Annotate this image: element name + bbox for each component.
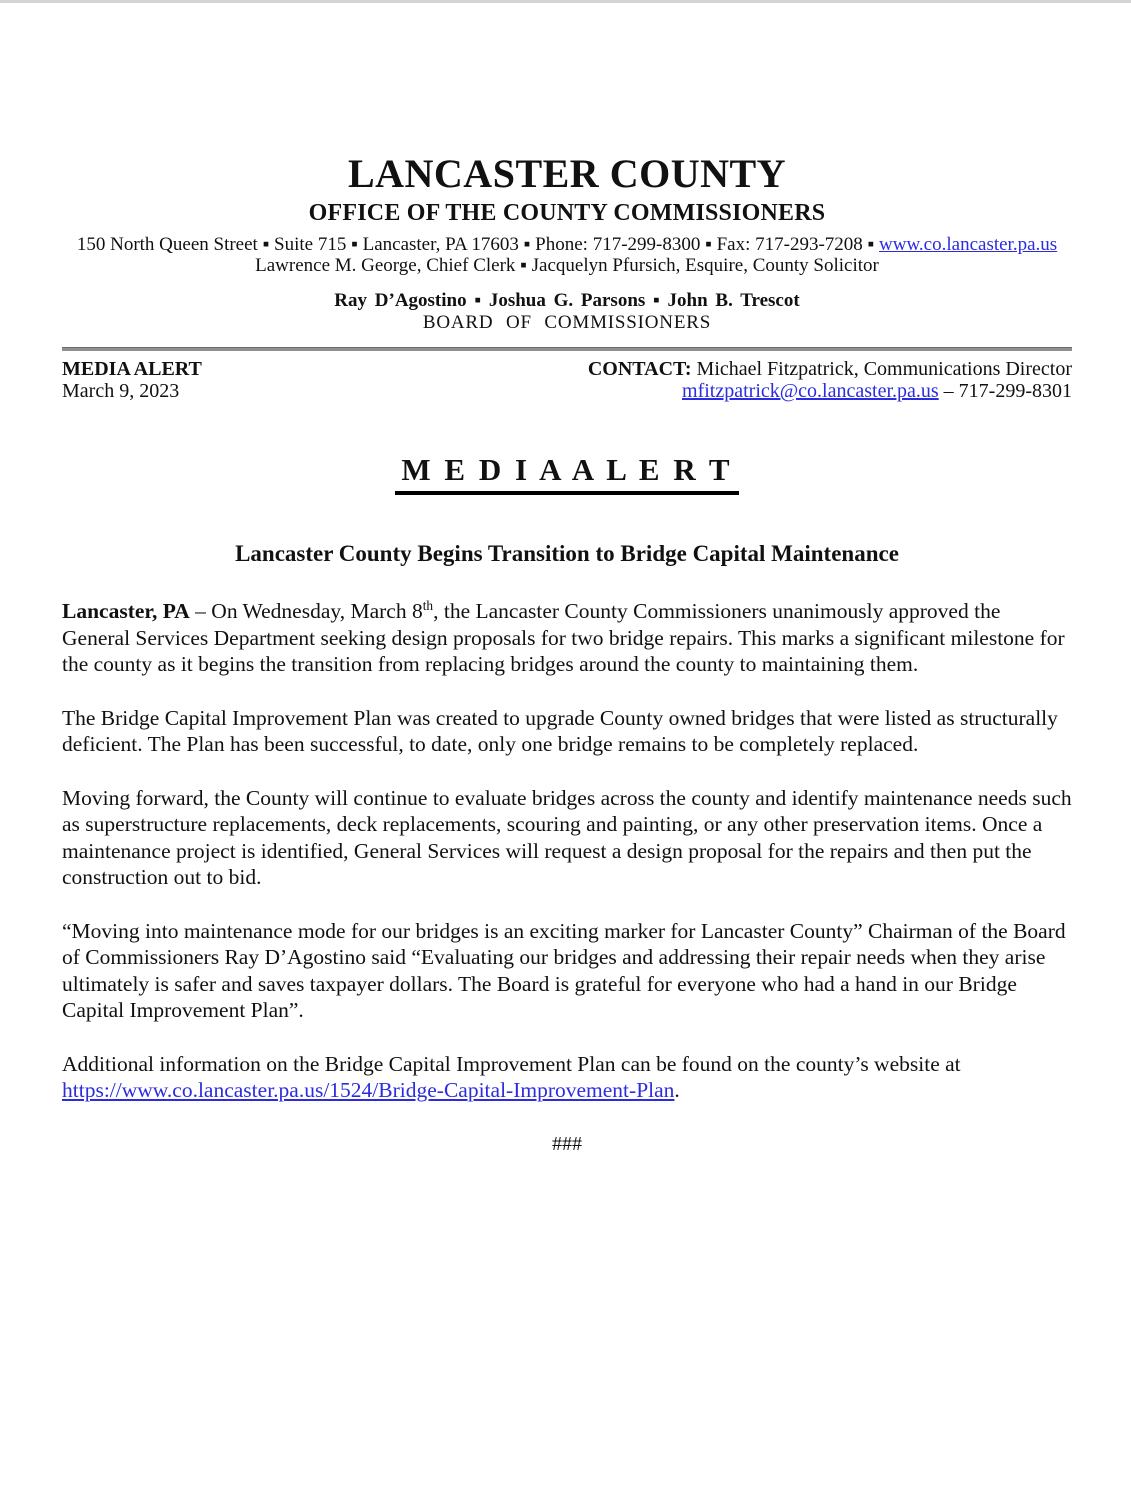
contact-name: Michael Fitzpatrick, Communications Director [691,358,1072,380]
board-line: BOARD OF COMMISSIONERS [422,312,712,333]
paragraph-4: “Moving into maintenance mode for our bridges is an exciting marker for Lancaster County” Chairman of the Board of Commissioners Ray D’Agostino said “Evaluating our bridges and addressing their repair needs when they arise ultimately is safer and saves taxpayer dollars. The Board is grateful for everyone who had a hand in our Bridge Capital Improvement Plan”. [62,918,1066,1022]
meta-row [62,358,1072,402]
paragraph-5-post: . [674,1078,680,1102]
header-divider [62,347,1072,351]
contact-email-link[interactable]: mfitzpatrick@co.lancaster.pa.us [682,380,939,402]
meta-right [588,358,1072,402]
article-title: Lancaster County Begins Transition to Bridge Capital Maintenance [235,541,899,566]
website-link[interactable]: www.co.lancaster.pa.us [879,234,1058,255]
contact-phone: – 717-299-8301 [938,380,1072,402]
document-page [0,3,1131,1157]
dateline: Lancaster, PA [62,599,190,623]
contact-label: CONTACT: [587,358,692,380]
media-alert-label: MEDIA ALERT [62,358,202,380]
clerk-line: Lawrence M. George, Chief Clerk ▪ Jacquelyn Pfursich, Esquire, County Solicitor [255,255,879,276]
ordinal-suffix: th [422,597,434,613]
media-alert-headline: M E D I A A L E R T [395,452,738,495]
address-text: 150 North Queen Street ▪ Suite 715 ▪ Lancaster, PA 17603 ▪ Phone: 717-299-8300 ▪ Fax: 717-293-7208 ▪ [76,234,879,255]
meta-left [62,358,202,402]
paragraph-1 [62,598,1072,678]
body-copy [62,598,1072,1157]
office-line: OFFICE OF THE COUNTY COMMISSIONERS [308,200,826,226]
paragraph-3: Moving forward, the County will continue to evaluate bridges across the county and identify maintenance needs such as superstructure replacements, deck replacements, scouring and painting, or any other preservation items. Once a maintenance project is identified, General Services will request a design proposal for the repairs and then put the construction out to bid. [62,785,1072,889]
contact-line [588,358,1072,380]
address-line [62,234,1072,255]
paragraph-1-pre: – On Wednesday, March 8 [189,599,423,623]
letterhead [62,153,1072,334]
headline-wrap [62,452,1072,495]
paragraph-5 [62,1051,1072,1104]
contact-email-line [588,380,1072,402]
paragraph-1-rest: , the Lancaster County Commissioners unanimously approved the General Services Department seeking design proposals for two bridge repairs. This marks a significant milestone for the county as it begins the transition from replacing bridges around the county to maintaining them. [62,599,1065,676]
end-mark: ### [552,1132,582,1155]
bridge-plan-link[interactable]: https://www.co.lancaster.pa.us/1524/Bridge-Capital-Improvement-Plan [62,1078,675,1102]
paragraph-2: The Bridge Capital Improvement Plan was created to upgrade County owned bridges that were listed as structurally deficient. The Plan has been successful, to date, only one bridge remains to be completely replaced. [62,705,1058,756]
paragraph-5-pre: Additional information on the Bridge Capital Improvement Plan can be found on the county’s website at [62,1051,961,1076]
commissioners-line: Ray D’Agostino ▪ Joshua G. Parsons ▪ John B. Trescot [334,290,800,311]
org-name: LANCASTER COUNTY [347,151,787,196]
release-date: March 9, 2023 [62,380,180,402]
